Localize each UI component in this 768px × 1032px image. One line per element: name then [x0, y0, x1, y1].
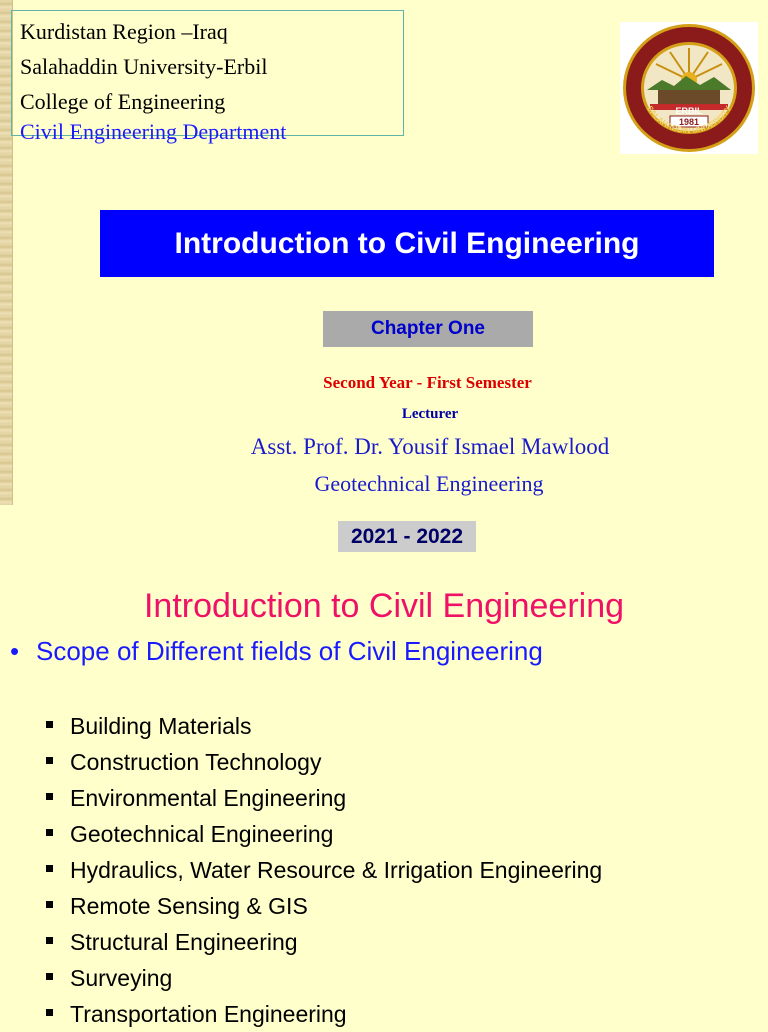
- list-item: Construction Technology: [46, 744, 602, 780]
- list-item: Structural Engineering: [46, 924, 602, 960]
- square-bullet-icon: [46, 1009, 53, 1016]
- square-bullet-icon: [46, 937, 53, 944]
- university-line: Salahaddin University-Erbil: [20, 54, 268, 79]
- institution-header: [11, 10, 404, 144]
- square-bullet-icon: [46, 865, 53, 872]
- list-item: Surveying: [46, 960, 602, 996]
- square-bullet-icon: [46, 829, 53, 836]
- title: Introduction to Civil Engineering: [174, 226, 640, 260]
- lecturer-label: Lecturer: [401, 406, 459, 422]
- semester-line: Second Year - First Semester: [323, 373, 532, 392]
- logo-city: ERBIL: [675, 106, 703, 116]
- logo-year: 1981: [678, 117, 700, 127]
- chapter-label: Chapter One: [370, 318, 486, 339]
- square-bullet-icon: [46, 793, 53, 800]
- square-bullet-icon: [46, 973, 53, 980]
- scope-item: [10, 636, 543, 667]
- title-banner: [100, 210, 714, 277]
- lecturer-name: Asst. Prof. Dr. Yousif Ismael Mawlood: [250, 434, 610, 459]
- department-line: Civil Engineering Department: [20, 119, 287, 144]
- square-bullet-icon: [46, 757, 53, 764]
- chapter-box: [323, 311, 533, 347]
- academic-year: 2021 - 2022: [350, 524, 464, 548]
- section-heading: Introduction to Civil Engineering: [143, 587, 625, 625]
- list-item: Remote Sensing & GIS: [46, 888, 602, 924]
- list-item: Hydraulics, Water Resource & Irrigation Engineering: [46, 852, 602, 888]
- bullet-icon: •: [10, 636, 20, 666]
- fields-list: [46, 708, 602, 1032]
- college-line: College of Engineering: [20, 89, 226, 114]
- lecturer-field: Geotechnical Engineering: [314, 471, 544, 496]
- list-item: Geotechnical Engineering: [46, 816, 602, 852]
- list-item: Transportation Engineering: [46, 996, 602, 1032]
- academic-year-box: [338, 521, 476, 552]
- scope-text: Scope of Different fields of Civil Engineering: [36, 636, 543, 666]
- region-line: Kurdistan Region –Iraq: [20, 19, 228, 44]
- square-bullet-icon: [46, 721, 53, 728]
- list-item: Environmental Engineering: [46, 780, 602, 816]
- square-bullet-icon: [46, 901, 53, 908]
- university-logo: [620, 22, 758, 154]
- logo-ring-text: SALAHADDIN UNIVERSITY: [644, 104, 734, 136]
- list-item: Building Materials: [46, 708, 602, 744]
